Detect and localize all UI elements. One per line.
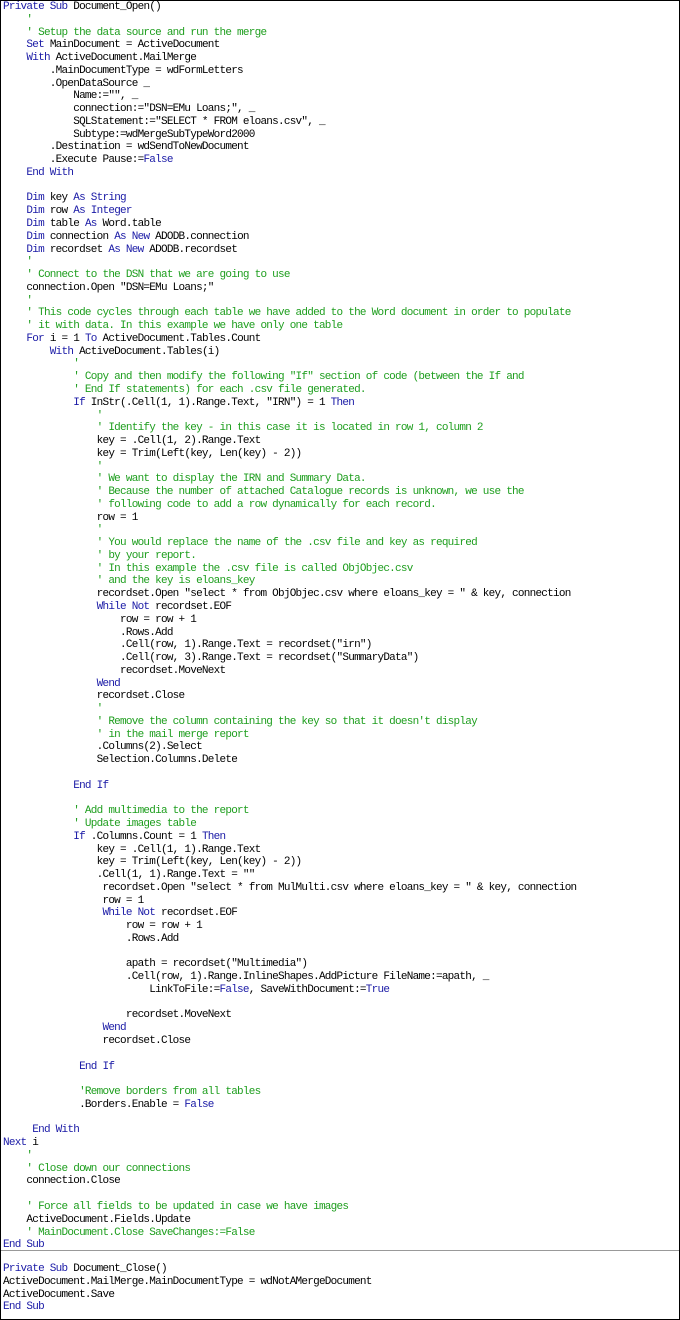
keyword-token: With [3, 345, 74, 358]
comment-token: ' in the mail merge report [3, 728, 249, 741]
code-token: .Borders.Enable = [3, 1098, 185, 1111]
comment-token: ' following code to add a row dynamically for each record. [3, 498, 436, 511]
code-line [1, 678, 679, 691]
keyword-token: As [84, 218, 97, 231]
code-line [1, 1124, 679, 1137]
code-line [1, 39, 679, 52]
keyword-token: As Integer [73, 205, 132, 218]
keyword-token: As New [108, 243, 144, 256]
code-token: recordset [43, 243, 109, 256]
code-line [1, 639, 679, 652]
code-line [1, 537, 679, 550]
code-line [1, 333, 679, 346]
code-token: Word.table [96, 218, 162, 231]
code-line [1, 486, 679, 499]
document-close-procedure [1, 1263, 679, 1314]
code-line [1, 1201, 679, 1214]
code-token: .OpenDataSource _ [3, 77, 150, 90]
code-line [1, 627, 679, 640]
code-line [1, 129, 679, 142]
code-token: ActiveDocument.MailMerge.MainDocumentType = wdNotAMergeDocument [3, 1275, 372, 1288]
code-token: recordset.Open "select * from MulMulti.csv where eloans_key = " & key, connection [3, 881, 577, 894]
comment-token: ' it with data. In this example we have only one table [3, 320, 343, 333]
code-line [1, 1289, 679, 1302]
keyword-token: Then [330, 396, 355, 409]
code-line [1, 65, 679, 78]
comment-token: ' and the key is eloans_key [3, 575, 255, 588]
keyword-token: End Sub [3, 1301, 44, 1314]
code-token: key = Trim(Left(key, Len(key) - 2)) [3, 856, 302, 869]
code-line [1, 1301, 679, 1314]
code-line [1, 741, 679, 754]
keyword-token: End If [3, 779, 109, 792]
code-line [1, 1009, 679, 1022]
code-line [1, 856, 679, 869]
code-line [1, 844, 679, 857]
code-line [1, 614, 679, 627]
code-line [1, 984, 679, 997]
code-line [1, 512, 679, 525]
code-line [1, 473, 679, 486]
code-line [1, 1150, 679, 1163]
code-token: , SaveWithDocument:= [248, 983, 366, 996]
keyword-token: End If [3, 1060, 115, 1073]
code-line [1, 716, 679, 729]
code-token: ActiveDocument.Save [3, 1288, 115, 1301]
code-token: key = .Cell(1, 2).Range.Text [3, 435, 261, 448]
comment-token: ' [3, 703, 103, 716]
comment-token: ' In this example the .csv file is called ObjObjec.csv [3, 562, 413, 575]
code-line [1, 346, 679, 359]
code-token: key = Trim(Left(key, Len(key) - 2)) [3, 447, 302, 460]
comment-token: ' [3, 409, 103, 422]
code-line [1, 1, 679, 14]
comment-token: ' Update images table [3, 818, 197, 830]
code-token: LinkToFile:= [3, 983, 220, 996]
code-line [1, 14, 679, 27]
code-line [1, 282, 679, 295]
comment-token: ' Setup the data source and run the merge [3, 26, 267, 39]
code-line [1, 1175, 679, 1188]
keyword-token: While Not [3, 600, 150, 613]
code-line [1, 192, 679, 205]
code-line [1, 920, 679, 933]
code-token: row = row + 1 [3, 613, 197, 626]
code-token: key = .Cell(1, 1).Range.Text [3, 843, 261, 856]
code-token: i [26, 1137, 39, 1150]
keyword-token: Then [201, 830, 226, 843]
code-line [1, 410, 679, 423]
comment-token: ' MainDocument.Close SaveChanges:=False [3, 1226, 255, 1239]
code-line [1, 1112, 679, 1125]
keyword-token: If [3, 830, 85, 843]
keyword-token: If [3, 396, 85, 409]
code-token: connection.Close [3, 1175, 121, 1188]
keyword-token: Set [3, 39, 44, 52]
comment-token: ' This code cycles through each table we have added to the Word document in order to populate [3, 307, 571, 320]
code-line [1, 601, 679, 614]
code-line [1, 231, 679, 244]
code-token: ADODB.recordset [143, 243, 238, 256]
keyword-token: Wend [3, 1022, 126, 1035]
code-token: .Destination = wdSendToNewDocument [3, 141, 249, 154]
code-token: apath = recordset("Multimedia") [3, 958, 308, 971]
code-token: .Rows.Add [3, 626, 173, 639]
code-line [1, 1263, 679, 1276]
keyword-token: Dim [3, 243, 44, 256]
code-token: Selection.Columns.Delete [3, 754, 238, 767]
comment-token: ' Force all fields to be updated in case we have images [3, 1200, 349, 1213]
code-token: row = 1 [3, 511, 138, 524]
code-token: ActiveDocument.Tables(i) [73, 345, 220, 358]
comment-token: ' End If statements) for each .csv file generated. [3, 383, 366, 396]
code-line [1, 550, 679, 563]
comment-token: ' [3, 358, 80, 371]
keyword-token: End With [3, 166, 74, 179]
keyword-token: True [365, 983, 390, 996]
code-line [1, 397, 679, 410]
code-line [1, 690, 679, 703]
code-line [1, 1188, 679, 1201]
code-line [1, 1073, 679, 1086]
code-line [1, 1048, 679, 1061]
code-line [1, 665, 679, 678]
code-line [1, 971, 679, 984]
code-token: .Execute Pause:= [3, 154, 144, 167]
code-line [1, 780, 679, 793]
code-line [1, 767, 679, 780]
comment-token: ' [3, 13, 33, 26]
keyword-token: Wend [3, 677, 121, 690]
code-line [1, 499, 679, 512]
code-token: .Cell(row, 1).Range.Text = recordset("irn") [3, 639, 372, 652]
comment-token: ' You would replace the name of the .csv file and key as required [3, 537, 477, 550]
code-line [1, 141, 679, 154]
code-token: MainDocument = ActiveDocument [43, 39, 220, 52]
code-line [1, 895, 679, 908]
code-line [1, 869, 679, 882]
code-token: .Cell(row, 1).Range.InlineShapes.AddPicture FileName:=apath, _ [3, 971, 489, 984]
code-token: ActiveDocument.Tables.Count [96, 332, 261, 345]
comment-token: ' Remove the column containing the key so that it doesn't display [3, 715, 477, 728]
code-token: recordset.MoveNext [3, 1009, 232, 1022]
code-line [1, 52, 679, 65]
keyword-token: As String [73, 192, 126, 205]
code-line [1, 371, 679, 384]
code-line [1, 1035, 679, 1048]
code-line [1, 154, 679, 167]
code-token: recordset.EOF [149, 600, 232, 613]
comment-token: ' Identify the key - in this case it is located in row 1, column 2 [3, 422, 483, 435]
comment-token: ' Copy and then modify the following "If" section of code (between the If and [3, 371, 524, 384]
comment-token: ' [3, 256, 33, 269]
code-token: recordset.EOF [155, 907, 238, 920]
keyword-token: To [84, 332, 97, 345]
code-line [1, 256, 679, 269]
code-token: recordset.Open "select * from ObjObjec.csv where eloans_key = " & key, connection [3, 588, 571, 601]
code-line [1, 384, 679, 397]
code-line [1, 1099, 679, 1112]
code-token: key [43, 192, 74, 205]
code-token: ActiveDocument.MailMerge [49, 52, 197, 65]
code-line [1, 448, 679, 461]
keyword-token: False [143, 154, 173, 167]
comment-token: ' [3, 460, 103, 473]
code-line [1, 244, 679, 257]
code-line [1, 116, 679, 129]
code-token: row [43, 205, 74, 218]
comment-token: ' Connect to the DSN that we are going to use [3, 269, 290, 282]
comment-token: ' [3, 294, 33, 307]
keyword-token: While Not [3, 907, 156, 920]
keyword-token: False [219, 983, 249, 996]
document-open-procedure [1, 1, 679, 1252]
code-token: Subtype:=wdMergeSubTypeWord2000 [3, 128, 255, 141]
code-token: .MainDocumentType = wdFormLetters [3, 64, 243, 77]
code-line [1, 1163, 679, 1176]
code-line [1, 703, 679, 716]
code-token: .Columns.Count = 1 [84, 830, 202, 843]
keyword-token: Private Sub [3, 1, 68, 13]
code-line [1, 805, 679, 818]
keyword-token: With [3, 52, 50, 65]
keyword-token: Private Sub [3, 1263, 68, 1275]
code-token: .Cell(row, 3).Range.Text = recordset("SummaryData") [3, 652, 419, 665]
keyword-token: Dim [3, 205, 44, 218]
code-line [1, 218, 679, 231]
keyword-token: Dim [3, 230, 44, 243]
code-token: Name:="", _ [3, 90, 138, 103]
code-line [1, 205, 679, 218]
code-line [1, 90, 679, 103]
keyword-token: Next [3, 1137, 27, 1150]
code-line [1, 524, 679, 537]
code-token: row = row + 1 [3, 920, 202, 933]
code-line [1, 269, 679, 282]
code-line [1, 588, 679, 601]
comment-token: ' Add multimedia to the report [3, 805, 249, 818]
code-line [1, 180, 679, 193]
code-line [1, 78, 679, 91]
code-token: recordset.MoveNext [3, 664, 226, 677]
code-line [1, 1086, 679, 1099]
code-line [1, 652, 679, 665]
code-line [1, 575, 679, 588]
code-line [1, 754, 679, 767]
code-line [1, 958, 679, 971]
code-line [1, 27, 679, 40]
code-token: .Cell(1, 1).Range.Text = "" [3, 869, 255, 882]
code-token: .Columns(2).Select [3, 741, 202, 754]
code-token: connection [43, 230, 115, 243]
comment-token: ' by your report. [3, 549, 197, 562]
code-line [1, 1061, 679, 1074]
comment-token: ' Close down our connections [3, 1162, 191, 1175]
code-line [1, 1137, 679, 1150]
comment-token: ' Because the number of attached Catalogue records is unknown, we use the [3, 486, 524, 499]
code-token: Document_Close() [67, 1263, 167, 1275]
code-token: SQLStatement:="SELECT * FROM eloans.csv", _ [3, 115, 325, 128]
keyword-token: Dim [3, 192, 44, 205]
comment-token: 'Remove borders from all tables [3, 1086, 261, 1099]
code-token: connection.Open "DSN=EMu Loans;" [3, 281, 214, 294]
keyword-token: Dim [3, 218, 44, 231]
code-token: .Rows.Add [3, 932, 179, 945]
code-line [1, 818, 679, 831]
code-line [1, 435, 679, 448]
code-token: ActiveDocument.Fields.Update [3, 1213, 191, 1226]
code-token: InStr(.Cell(1, 1).Range.Text, "IRN") = 1 [84, 396, 331, 409]
code-line [1, 167, 679, 180]
code-line [1, 933, 679, 946]
keyword-token: As New [114, 230, 150, 243]
code-line [1, 729, 679, 742]
code-line [1, 907, 679, 920]
code-token: connection:="DSN=EMu Loans;", _ [3, 103, 255, 116]
keyword-token: End With [3, 1124, 80, 1137]
code-token: row = 1 [3, 894, 144, 907]
procedure-divider [1, 1250, 679, 1251]
code-line [1, 1276, 679, 1289]
code-line [1, 422, 679, 435]
code-token: i = 1 [43, 332, 85, 345]
comment-token: ' [3, 524, 103, 537]
code-token: recordset.Close [3, 1035, 191, 1048]
code-line [1, 946, 679, 959]
code-line [1, 882, 679, 895]
code-token: ADODB.connection [149, 230, 249, 243]
code-line [1, 997, 679, 1010]
keyword-token: End Sub [3, 1239, 44, 1252]
code-token: Document_Open() [67, 1, 161, 13]
code-token: table [43, 218, 85, 231]
code-line [1, 307, 679, 320]
code-line [1, 563, 679, 576]
keyword-token: False [184, 1098, 214, 1111]
code-line [1, 461, 679, 474]
code-line [1, 1227, 679, 1240]
code-line [1, 1214, 679, 1227]
code-line [1, 103, 679, 116]
code-token: recordset.Close [3, 690, 185, 703]
code-line [1, 320, 679, 333]
code-line [1, 358, 679, 371]
code-line [1, 831, 679, 844]
comment-token: ' [3, 1149, 33, 1162]
code-line [1, 1022, 679, 1035]
keyword-token: For [3, 332, 44, 345]
code-line [1, 792, 679, 805]
code-line [1, 295, 679, 308]
comment-token: ' We want to display the IRN and Summary Data. [3, 473, 366, 486]
